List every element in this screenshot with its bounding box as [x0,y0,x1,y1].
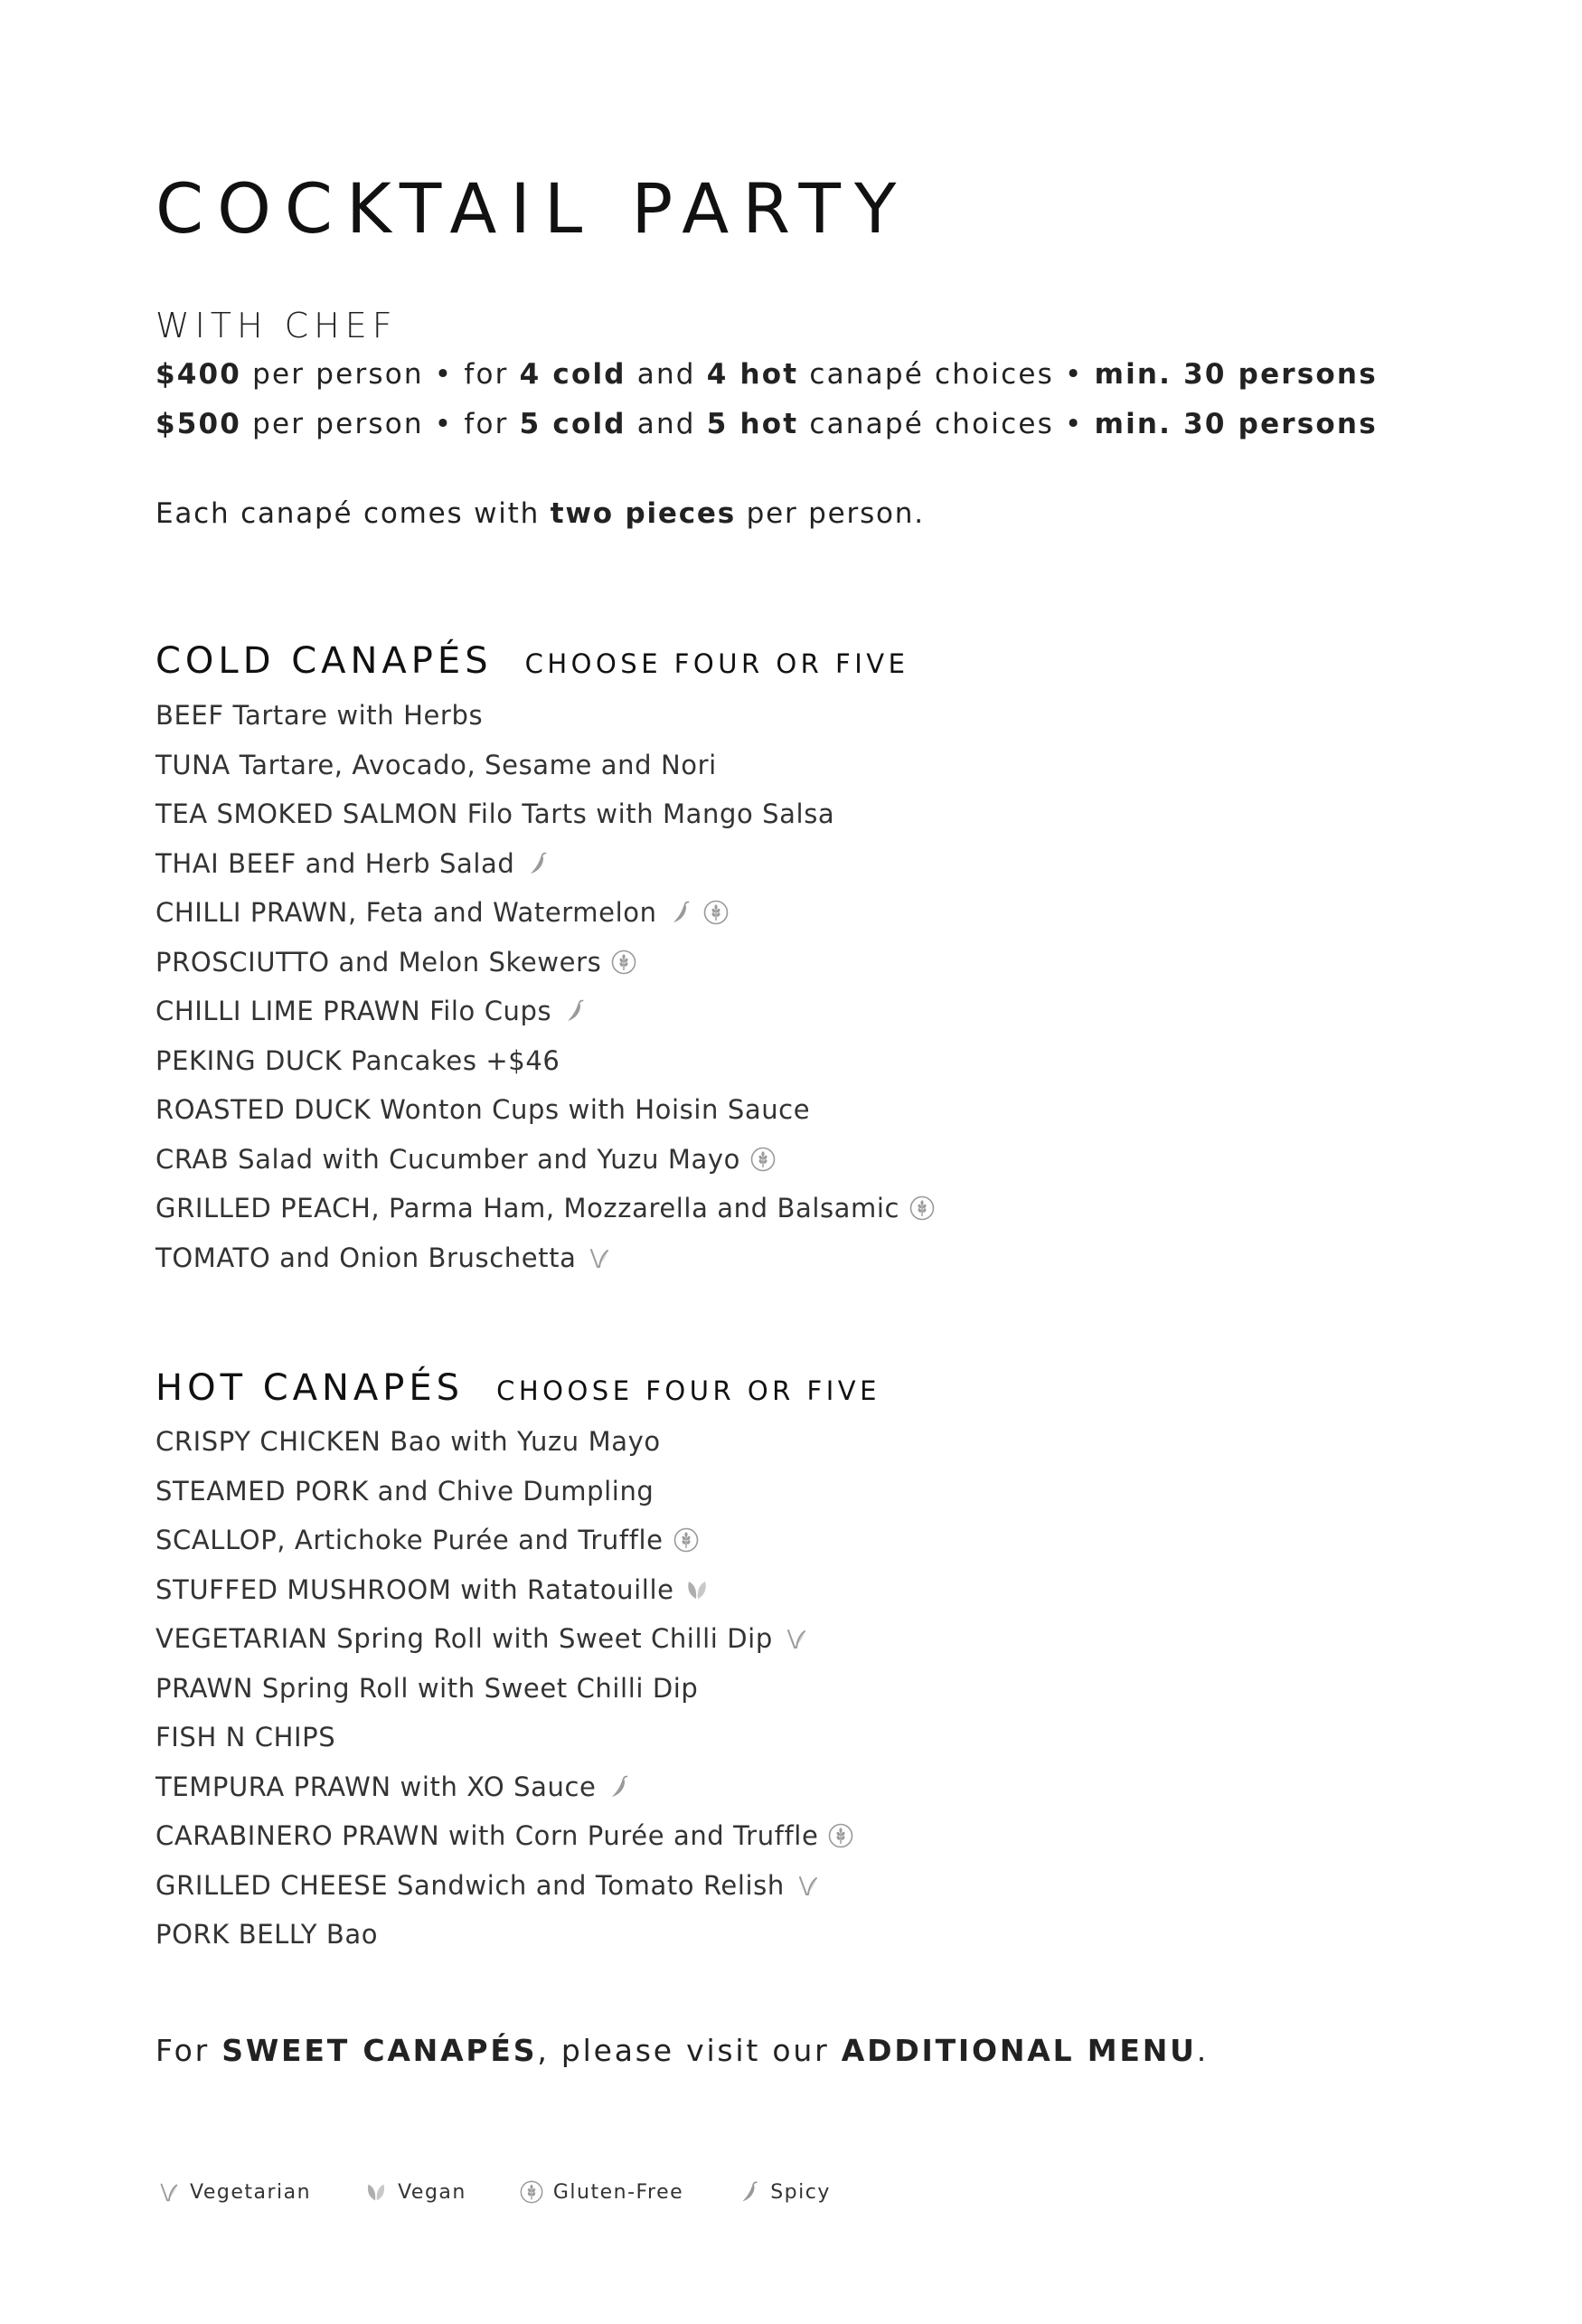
hot-count: 5 hot [706,408,799,440]
menu-item [155,1811,854,1861]
spicy-icon [605,1773,632,1800]
menu-item-name: BEEF Tartare with Herbs [155,700,484,732]
dietary-icons [673,1526,700,1554]
dietary-icons [782,1625,809,1652]
menu-item-name: PORK BELLY Bao [155,1919,379,1951]
additional-menu-text: ADDITIONAL MENU [841,2033,1197,2068]
vegetarian-icon [782,1625,809,1652]
sweet-canapes-note: For SWEET CANAPÉS, please visit our ADDITIONAL MENU. [155,2033,1210,2068]
dietary-icons [585,1244,612,1271]
pricing-text: canapé choices • [798,358,1095,391]
menu-item [155,691,936,741]
section-title: COLD CANAPÉS [155,640,493,682]
legend-item-gluten-free [519,2179,683,2205]
menu-item-name: VEGETARIAN Spring Roll with Sweet Chilli Dip [155,1623,773,1655]
dietary-icons [909,1195,936,1222]
menu-item [155,1036,936,1086]
dietary-icons [683,1576,711,1603]
menu-item [155,1085,936,1135]
legend-item-vegetarian [155,2179,311,2205]
menu-item-name: SCALLOP, Artichoke Purée and Truffle [155,1525,664,1556]
menu-item-name: TOMATO and Onion Bruschetta [155,1242,577,1273]
menu-item-name: FISH N CHIPS [155,1722,336,1753]
menu-item-name: GRILLED CHEESE Sandwich and Tomato Relish [155,1869,785,1901]
dietary-icons [610,949,637,976]
vegan-icon [363,2179,389,2205]
cold-count: 4 cold [519,358,626,391]
menu-item [155,1516,854,1565]
dietary-icons [749,1146,777,1173]
menu-item [155,987,936,1036]
spicy-icon [523,850,551,877]
menu-item-name: PEKING DUCK Pancakes +$46 [155,1044,560,1076]
vegetarian-icon [794,1872,821,1899]
menu-item [155,1184,936,1233]
menu-item-name: CARABINERO PRAWN with Corn Purée and Truffle [155,1820,819,1852]
legend-item-spicy [736,2179,831,2205]
min-persons: min. 30 persons [1094,408,1378,440]
menu-item-name: TEMPURA PRAWN with XO Sauce [155,1771,597,1802]
spicy-icon [666,899,693,926]
vegetarian-icon [585,1244,612,1271]
dietary-icons [827,1822,854,1849]
menu-item [155,1910,854,1960]
min-persons: min. 30 persons [1094,358,1378,391]
legend-label: Gluten-Free [552,2180,684,2204]
dietary-icons [605,1773,632,1800]
menu-item-name: TEA SMOKED SALMON Filo Tarts with Mango Salsa [155,798,835,830]
menu-item [155,1233,936,1283]
spicy-icon [736,2179,761,2205]
pricing-line [155,408,1378,440]
menu-item [155,1762,854,1812]
dietary-icons [794,1872,821,1899]
menu-item [155,1135,936,1185]
section-title: HOT CANAPÉS [155,1367,465,1409]
cold-canapes-list [155,691,936,1282]
section-subtitle: CHOOSE FOUR OR FIVE [524,648,909,679]
legend-label: Vegan [398,2180,466,2204]
hot-count: 4 hot [706,358,799,391]
page-subtitle: WITH CHEF [155,306,398,345]
gluten-free-icon [827,1822,854,1849]
vegan-icon [683,1576,711,1603]
price: $500 [155,408,242,440]
menu-item-name: THAI BEEF and Herb Salad [155,847,515,879]
gluten-free-icon [519,2179,544,2205]
menu-item-name: PRAWN Spring Roll with Sweet Chilli Dip [155,1672,699,1704]
hot-canapes-heading [155,1367,880,1409]
menu-item-name: CRISPY CHICKEN Bao with Yuzu Mayo [155,1426,661,1458]
menu-item [155,741,936,790]
pricing-text: canapé choices • [798,408,1095,440]
menu-item-name: CHILLI PRAWN, Feta and Watermelon [155,897,657,929]
hot-canapes-list [155,1417,854,1960]
menu-item [155,1565,854,1615]
price: $400 [155,358,242,391]
dietary-icons [523,850,551,877]
dietary-icons [560,997,588,1025]
page-title: COCKTAIL PARTY [155,168,910,249]
cold-count: 5 cold [519,408,626,440]
pieces-count: two pieces [550,497,736,530]
pricing-text: and [626,408,707,440]
legend-label: Vegetarian [190,2180,312,2204]
menu-item [155,888,936,938]
cold-canapes-heading [155,640,909,682]
sweet-canapes-link-text: SWEET CANAPÉS [221,2033,538,2068]
menu-item [155,1614,854,1664]
gluten-free-icon [610,949,637,976]
menu-item-name: GRILLED PEACH, Parma Ham, Mozzarella and Balsamic [155,1193,900,1224]
pricing-text: per person • for [241,358,520,391]
menu-item-name: STUFFED MUSHROOM with Ratatouille [155,1573,674,1605]
dietary-icons [666,899,730,926]
vegetarian-icon [155,2179,181,2205]
menu-item-name: TUNA Tartare, Avocado, Sesame and Nori [155,749,717,780]
menu-item [155,1664,854,1714]
menu-item [155,789,936,839]
menu-item [155,839,936,889]
pricing-text: and [626,358,707,391]
legend-item-vegan [363,2179,466,2205]
gluten-free-icon [673,1526,700,1554]
legend-label: Spicy [770,2180,831,2204]
menu-item-name: CHILLI LIME PRAWN Filo Cups [155,996,552,1027]
menu-item [155,1467,854,1516]
menu-item [155,1713,854,1762]
menu-item [155,1861,854,1911]
menu-item-name: CRAB Salad with Cucumber and Yuzu Mayo [155,1143,741,1175]
dietary-legend [155,2179,883,2205]
gluten-free-icon [749,1146,777,1173]
pieces-note: Each canapé comes with two pieces per person. [155,497,925,530]
menu-item-name: STEAMED PORK and Chive Dumpling [155,1475,654,1507]
menu-item [155,1417,854,1467]
spicy-icon [560,997,588,1025]
gluten-free-icon [702,899,730,926]
pricing-text: per person • for [241,408,520,440]
gluten-free-icon [909,1195,936,1222]
pricing-line [155,358,1378,391]
menu-item-name: PROSCIUTTO and Melon Skewers [155,946,602,978]
section-subtitle: CHOOSE FOUR OR FIVE [496,1375,880,1406]
menu-item [155,938,936,987]
menu-item-name: ROASTED DUCK Wonton Cups with Hoisin Sauce [155,1094,811,1126]
